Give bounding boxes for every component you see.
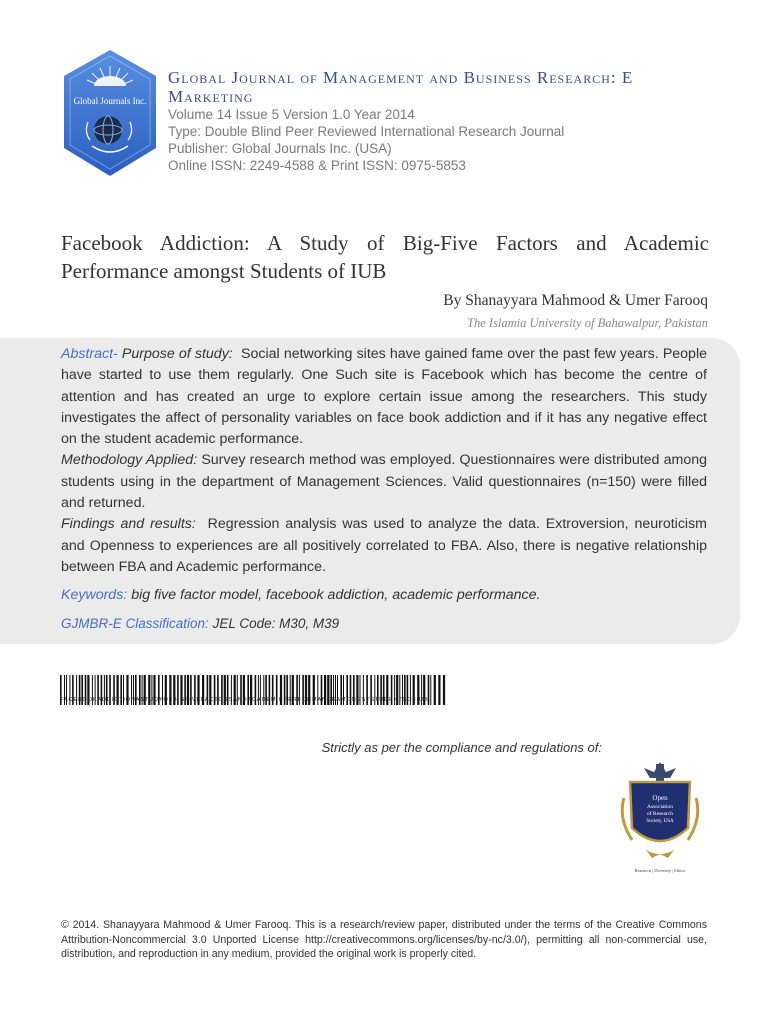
abstract-label: Abstract- [61, 346, 118, 362]
journal-header [60, 48, 740, 188]
journal-info [168, 68, 748, 174]
abstract [61, 344, 707, 578]
journal-type: Type: Double Blind Peer Reviewed International Research Journal [168, 124, 565, 139]
classification [61, 616, 339, 631]
article-authors: By Shanayyara Mahmood & Umer Farooq [443, 292, 708, 309]
seal-line-3: of Research [646, 811, 674, 817]
abstract-purpose [61, 344, 707, 450]
findings-text: Regression analysis was used to analyze the data. Extroversion, neuroticism and Openness to experiences are all positively correlated to FBA. Also, there is negative relationship between FBA and Academic performance. [61, 516, 707, 575]
seal-line-4: Society, USA [646, 819, 674, 824]
author-affiliation: The Islamia University of Bahawalpur, Pakistan [467, 316, 708, 330]
purpose-text: Social networking sites have gained fame over the past few years. People have started to use them regularly. One Such site is Facebook which has become the centre of attention and has created an urge to explore certain issue among the researchers. This study investigates the affect of personality variables on face book addiction and if it has any negative effect on the student academic performance. [61, 346, 707, 448]
keywords-label: Keywords: [61, 587, 128, 603]
global-journals-logo [60, 48, 160, 178]
findings-label: Findings and results: [61, 516, 196, 533]
journal-publisher: Publisher: Global Journals Inc. (USA) [168, 141, 392, 156]
classification-label: GJMBR-E Classification: [61, 616, 209, 631]
journal-title-line-1: Global Journal of Management and Business Research: E [168, 68, 634, 87]
journal-volume: Volume 14 Issue 5 Version 1.0 Year 2014 [168, 107, 415, 122]
seal-line-2: Association [647, 804, 673, 810]
keywords [61, 587, 540, 603]
classification-text: JEL Code: M30, M39 [212, 616, 340, 631]
journal-issn: Online ISSN: 2249-4588 & Print ISSN: 0975-5853 [168, 158, 466, 173]
copyright-notice: © 2014. Shanayyara Mahmood & Umer Farooq. This is a research/review paper, distributed under the terms of the Creative Commons Attribution-Noncommercial 3.0 Unported License http://creativecommons.org/licenses/by-nc/3.0/), permitting all non-commercial use, distribution, and reproduction in any medium, provided the original work is properly cited. [61, 919, 707, 960]
keywords-text: big five factor model, facebook addiction, academic performance. [131, 587, 541, 603]
compliance-note: Strictly as per the compliance and regulations of: [321, 740, 602, 755]
barcode-text: FACEBOOKADDICTIONASTUDYOFBIGFIVEFACTORSANDACADEMICPERFORMANCEAMONGSTSTUDENTSOFIUB [60, 697, 429, 703]
methodology-text: Survey research method was employed. Questionnaires were distributed among students using in the department of Management Sciences. Valid questionnaires (n=150) were filled and returned. [61, 452, 707, 512]
seal-motto: Research | Diversity | Ethics [634, 868, 686, 873]
seal-line-1: Open [652, 794, 668, 802]
abstract-findings [61, 514, 707, 578]
methodology-label: Methodology Applied: [61, 452, 198, 469]
article-title: Facebook Addiction: A Study of Big-Five Factors and Academic Performance amongst Students of IUB [61, 231, 709, 283]
purpose-label: Purpose of study: [121, 346, 233, 362]
journal-title-line-2: Marketing [168, 87, 254, 106]
abstract-methodology [61, 450, 707, 514]
open-association-seal [610, 758, 710, 876]
logo-text: Global Journals Inc. [73, 96, 147, 106]
